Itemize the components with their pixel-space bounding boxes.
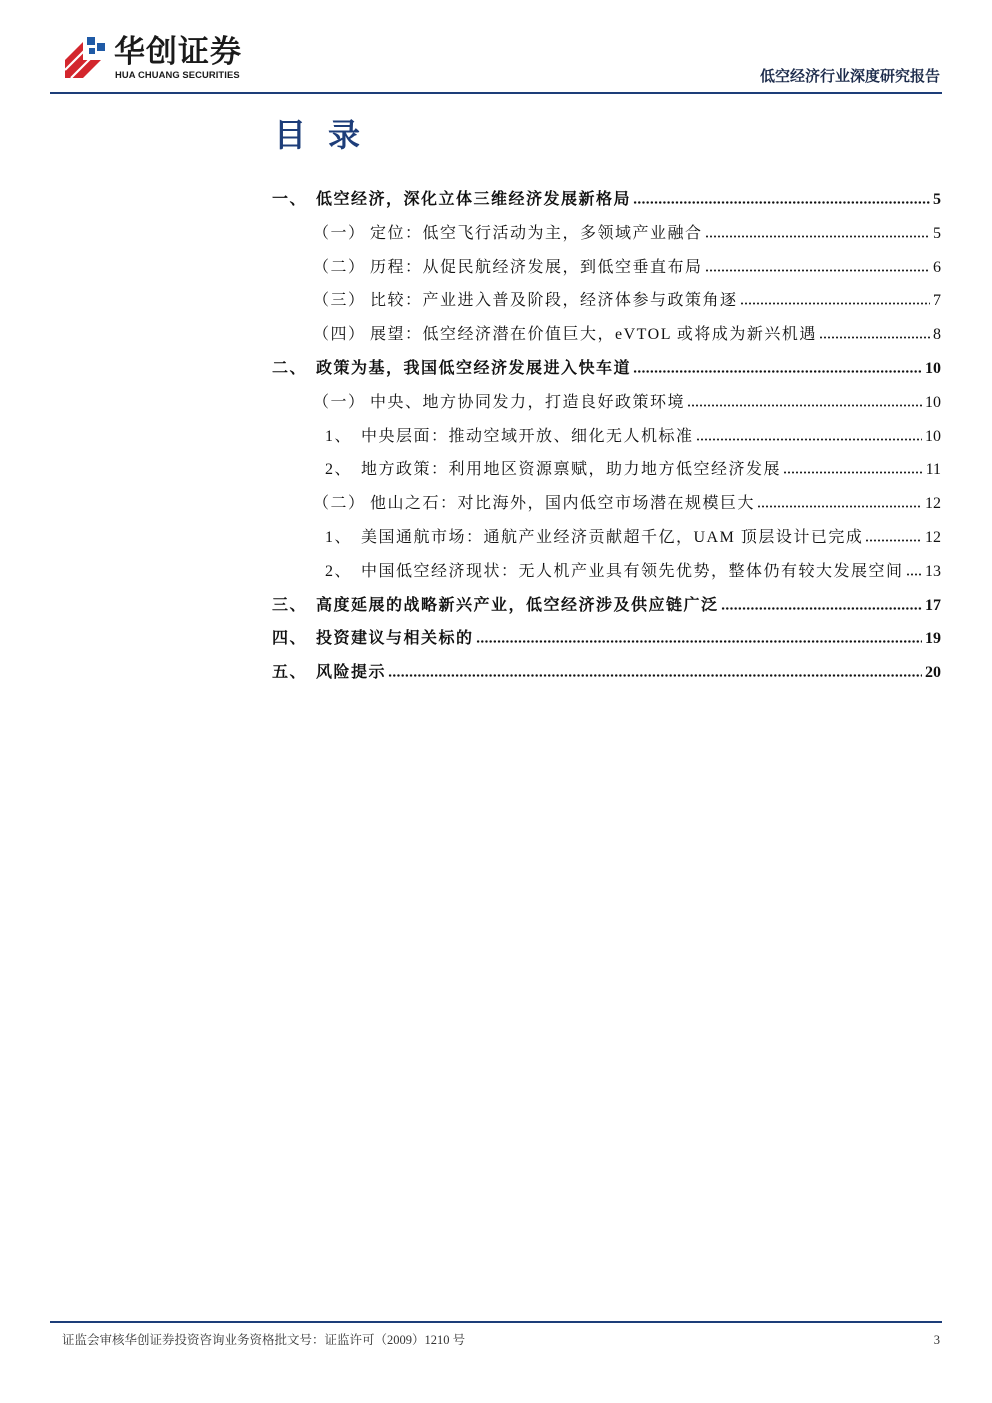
toc-entry-number: （四） [313,326,366,344]
toc-entry-number: 2、 [325,461,353,479]
huachuang-logo-icon [62,34,108,80]
toc-entry-page: 10 [925,393,941,411]
toc-entry-page: 11 [925,461,941,479]
toc-leader-dots [783,471,923,474]
toc-entry-title: 风险提示 [316,664,387,682]
toc-entry[interactable] [272,318,941,352]
toc-entry-title: 中央层面：推动空域开放、细化无人机标准 [361,427,694,445]
toc-leader-dots [757,505,922,508]
toc-entry-page: 19 [925,630,941,648]
toc-leader-dots [687,404,922,407]
toc-entry[interactable] [272,420,941,454]
toc-entry-page: 5 [933,224,941,242]
toc-entry[interactable] [272,352,941,386]
toc-entry-title: 中国低空经济现状：无人机产业具有领先优势，整体仍有较大发展空间 [361,562,904,580]
toc-entry-page: 12 [925,495,941,513]
toc-leader-dots [388,674,922,677]
toc-entry-title: 历程：从促民航经济发展，到低空垂直布局 [370,258,703,276]
toc-entry-page: 6 [933,258,941,276]
toc-entry-title: 地方政策：利用地区资源禀赋，助力地方低空经济发展 [361,461,782,479]
toc-entry-page: 7 [933,292,941,310]
toc-entry-title: 展望：低空经济潜在价值巨大，eVTOL 或将成为新兴机遇 [370,326,817,344]
toc-entry[interactable] [272,284,941,318]
toc-entry-title: 高度延展的战略新兴产业，低空经济涉及供应链广泛 [316,596,719,614]
toc-leader-dots [740,302,930,305]
toc-title: 目 录 [274,117,361,153]
toc-leader-dots [705,235,930,238]
toc-leader-dots [696,438,922,441]
toc-entry-title: 美国通航市场：通航产业经济贡献超千亿，UAM 顶层设计已完成 [361,528,864,546]
toc-entry-title: 低空经济，深化立体三维经济发展新格局 [316,191,632,208]
toc-entry-page: 20 [925,664,941,682]
toc-entry-number: 2、 [325,562,353,580]
toc-entry-page: 12 [925,528,941,546]
toc-leader-dots [906,573,922,576]
table-of-contents [272,183,941,690]
toc-entry-number: （一） [313,393,366,411]
toc-entry[interactable] [272,521,941,555]
toc-entry-page: 10 [925,359,941,377]
page-number: 3 [933,1333,940,1347]
toc-entry[interactable] [272,487,941,521]
toc-entry[interactable] [272,251,941,285]
toc-leader-dots [633,370,922,373]
toc-entry-title: 他山之石：对比海外，国内低空市场潜在规模巨大 [370,495,756,513]
toc-entry[interactable] [272,589,941,623]
toc-entry-title: 定位：低空飞行活动为主，多领域产业融合 [370,224,703,242]
toc-leader-dots [633,201,930,204]
company-name-cn: 华创证券 [114,34,242,69]
toc-leader-dots [865,539,922,542]
toc-leader-dots [819,336,930,339]
toc-entry[interactable] [272,386,941,420]
toc-entry-number: 1、 [325,427,353,445]
toc-entry-page: 13 [925,562,941,580]
toc-entry-page: 8 [933,326,941,344]
footer-divider [50,1321,942,1323]
toc-entry-number: 三、 [272,596,308,614]
toc-entry-page: 10 [925,427,941,445]
toc-entry[interactable] [272,622,941,656]
toc-entry-title: 比较：产业进入普及阶段，经济体参与政策角逐 [370,292,738,310]
toc-entry-number: 一、 [272,191,308,208]
toc-entry[interactable] [272,453,941,487]
header-divider [50,92,942,94]
toc-leader-dots [476,640,922,643]
toc-entry-number: （二） [313,258,366,276]
toc-entry-number: （二） [313,495,366,513]
toc-leader-dots [705,269,930,272]
toc-entry-page: 17 [925,596,941,614]
toc-entry-page: 5 [933,191,941,208]
toc-entry-number: 四、 [272,630,308,648]
company-name-en: HUA CHUANG SECURITIES [115,69,240,80]
toc-entry[interactable] [272,183,941,217]
toc-entry-title: 政策为基，我国低空经济发展进入快车道 [316,359,632,377]
toc-entry-number: 二、 [272,359,308,377]
report-type-label: 低空经济行业深度研究报告 [759,69,940,85]
toc-entry-number: 五、 [272,664,308,682]
toc-entry[interactable] [272,217,941,251]
footer-license-text: 证监会审核华创证券投资咨询业务资格批文号：证监许可（2009）1210 号 [62,1333,466,1347]
toc-entry-number: （三） [313,292,366,310]
toc-leader-dots [721,607,922,610]
toc-entry-title: 投资建议与相关标的 [316,630,474,648]
toc-entry-number: （一） [313,224,366,242]
toc-entry-title: 中央、地方协同发力，打造良好政策环境 [370,393,686,411]
toc-entry[interactable] [272,656,941,690]
toc-entry[interactable] [272,555,941,589]
toc-entry-number: 1、 [325,528,353,546]
